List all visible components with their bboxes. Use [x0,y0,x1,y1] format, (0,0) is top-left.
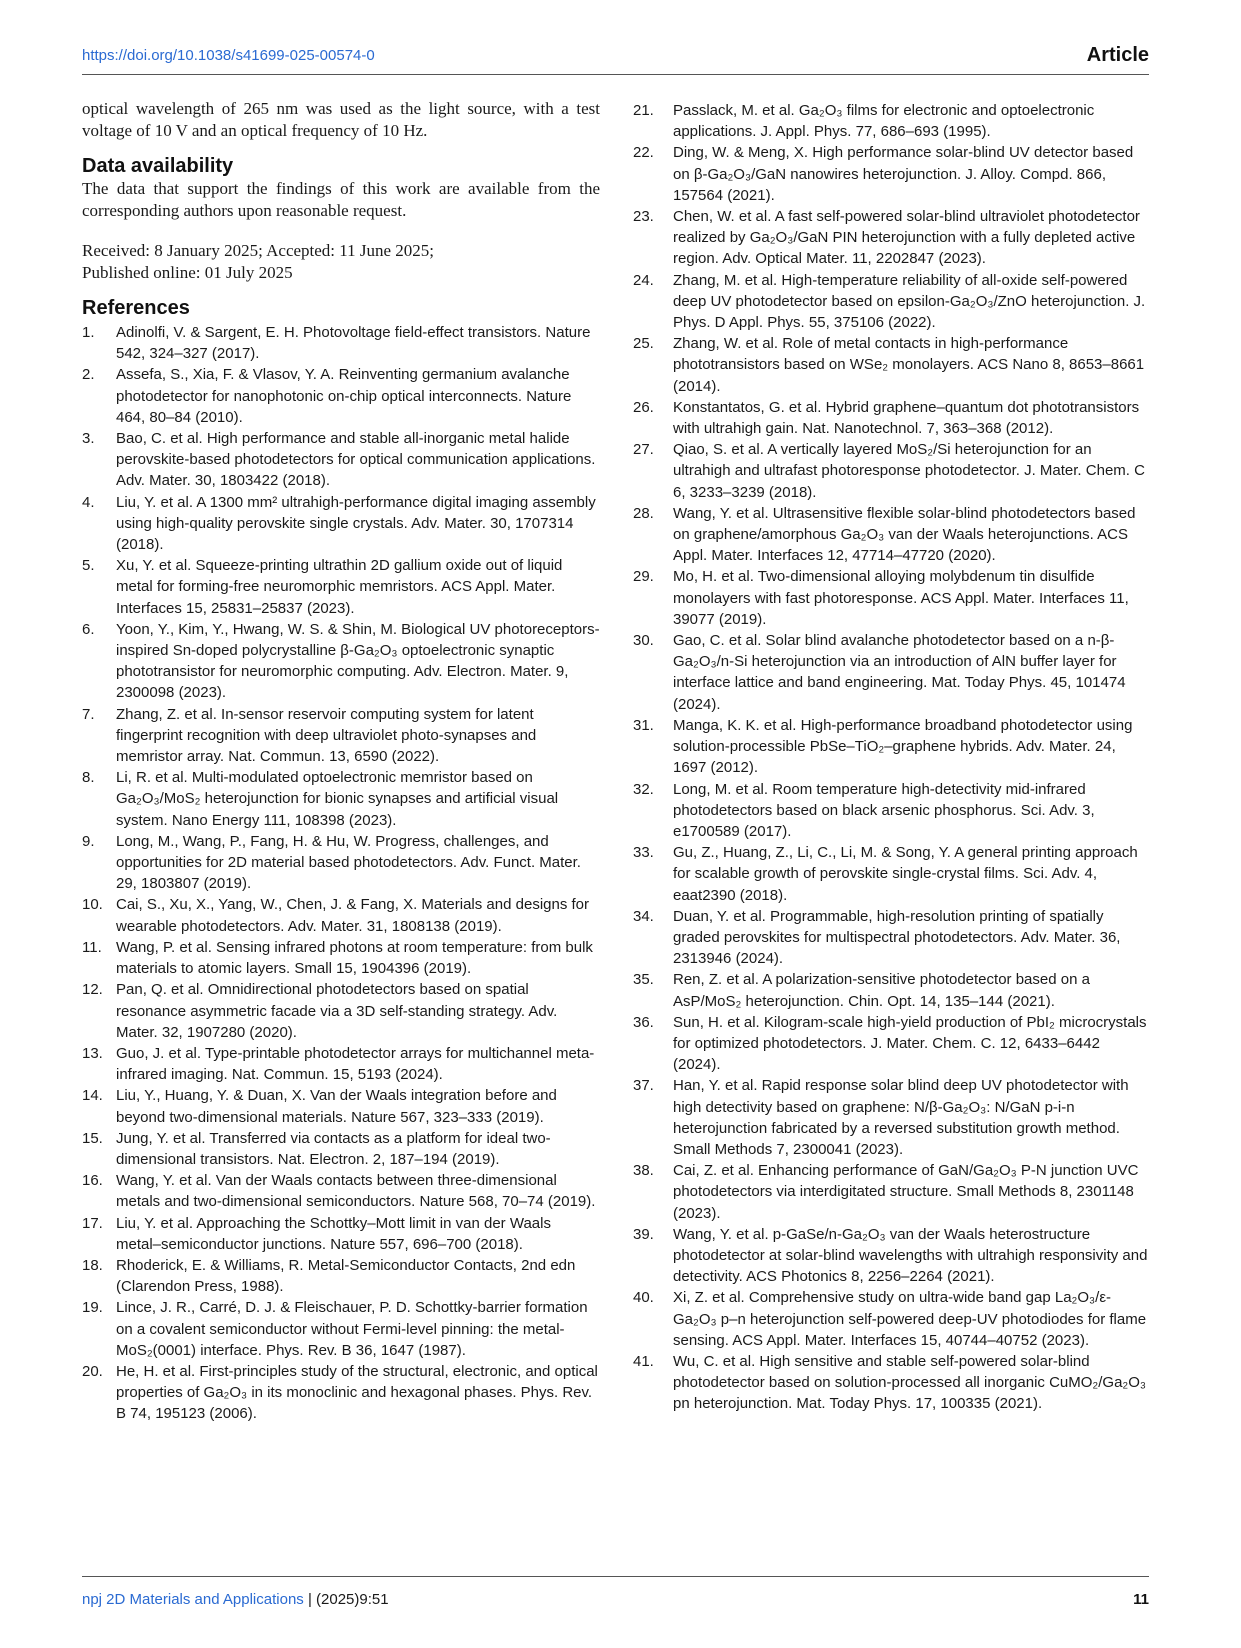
reference-number: 39. [633,1225,654,1243]
reference-text: Qiao, S. et al. A vertically layered MoS₂/Si heterojunction for an ultrahigh and ultrafast photoresponse photodetector. J. Mater. Chem. C 6, 3233–3239 (2018). [673,441,1145,501]
reference-number: 7. [82,705,95,723]
reference-number: 21. [633,102,654,119]
reference-text: Xi, Z. et al. Comprehensive study on ultra-wide band gap La₂O₃/ε-Ga₂O₃ p–n heterojunction self-powered deep-UV photodiodes for flame sensing. ACS Appl. Mater. Interfaces 15, 40744–40752 (2023). [673,1289,1147,1349]
reference-text: Rhoderick, E. & Williams, R. Metal-Semiconductor Contacts, 2nd edn (Clarendon Press, 1988). [116,1256,576,1296]
reference-text: Jung, Y. et al. Transferred via contacts as a platform for ideal two-dimensional transistors. Nat. Electron. 2, 187–194 (2019). [116,1129,551,1168]
reference-item [82,1297,600,1361]
reference-number: 18. [82,1256,103,1274]
reference-item [82,831,600,895]
reference-text: Wang, Y. et al. Van der Waals contacts between three-dimensional metals and two-dimensional semiconductors. Nature 568, 70–74 (2019). [116,1172,596,1211]
reference-text: Adinolfi, V. & Sargent, E. H. Photovoltage field-effect transistors. Nature 542, 324–327 (2017). [116,324,591,363]
reference-text: Han, Y. et al. Rapid response solar blind deep UV photodetector with high detectivity based on graphene: N/β-Ga₂O₃: N/GaN p-i-n heterojunction fabricated by a reversed substitution growth method. Small Methods 7, 2300041 (2023). [673,1077,1129,1158]
reference-item [633,969,1149,1011]
reference-text: Pan, Q. et al. Omnidirectional photodetectors based on spatial resonance asymmetric facade via a 3D self-standing strategy. Adv. Mater. 32, 1907280 (2020). [116,981,558,1041]
reference-number: 28. [633,504,654,522]
reference-item [633,142,1149,206]
reference-item [82,1361,600,1425]
reference-number: 3. [82,430,95,448]
reference-number: 16. [82,1172,103,1190]
reference-item [633,630,1149,715]
reference-text: Long, M. et al. Room temperature high-detectivity mid-infrared photodetectors based on black arsenic phosphorus. Sci. Adv. 3, e1700589 (2017). [673,780,1095,840]
reference-number: 34. [633,907,654,925]
reference-number: 24. [633,271,654,289]
reference-item [633,503,1149,567]
reference-number: 22. [633,144,654,162]
reference-text: Zhang, W. et al. Role of metal contacts in high-performance phototransistors based on WSe₂ monolayers. ACS Nano 8, 8653–8661 (2014). [673,335,1145,395]
reference-number: 15. [82,1129,103,1147]
reference-number: 35. [633,971,654,989]
reference-number: 30. [633,632,654,650]
reference-item [633,1075,1149,1160]
reference-item [82,704,600,768]
reference-number: 14. [82,1087,103,1105]
reference-text: He, H. et al. First-principles study of the structural, electronic, and optical properties of Ga₂O₃ in its monoclinic and hexagonal phases. Phys. Rev. B 74, 195123 (2006). [116,1362,598,1423]
reference-number: 37. [633,1077,654,1095]
reference-text: Xu, Y. et al. Squeeze-printing ultrathin 2D gallium oxide out of liquid metal for forming-free neuromorphic memristors. ACS Appl. Mater. Interfaces 15, 25831–25837 (2023). [116,557,563,617]
reference-number: 1. [82,324,95,341]
article-label: Article [1086,44,1149,66]
reference-item [633,333,1149,397]
published-line: Published online: 01 July 2025 [82,263,293,282]
reference-text: Long, M., Wang, P., Fang, H. & Hu, W. Progress, challenges, and opportunities for 2D material based photodetectors. Adv. Funct. Mater. 29, 1803807 (2019). [116,832,581,893]
reference-item [82,894,600,936]
journal-citation: | (2025)9:51 [303,1591,389,1608]
reference-item [633,715,1149,779]
reference-item [82,364,600,428]
reference-text: Gu, Z., Huang, Z., Li, C., Li, M. & Song, Y. A general printing approach for scalable growth of perovskite single-crystal films. Sci. Adv. 4, eaat2390 (2018). [673,844,1138,904]
reference-item [633,1287,1149,1351]
reference-item [633,270,1149,334]
methods-paragraph: optical wavelength of 265 nm was used as the light source, with a test voltage of 10 V and an optical frequency of 10 Hz. [82,99,600,140]
reference-item [82,1255,600,1297]
reference-number: 17. [82,1214,103,1232]
reference-item [82,428,600,492]
reference-item [633,842,1149,906]
left-column [82,98,600,1425]
reference-item [633,1012,1149,1076]
reference-item [82,1043,600,1085]
reference-number: 29. [633,568,654,586]
references-heading: References [82,297,190,319]
reference-text: Zhang, M. et al. High-temperature reliability of all-oxide self-powered deep UV photodetector based on epsilon-Ga₂O₃/ZnO heterojunction. J. Phys. D Appl. Phys. 55, 375106 (2022). [673,271,1146,332]
reference-item [82,767,600,831]
reference-text: Liu, Y., Huang, Y. & Duan, X. Van der Waals integration before and beyond two-dimensional materials. Nature 567, 323–333 (2019). [116,1087,557,1126]
reference-number: 25. [633,335,654,353]
reference-number: 32. [633,780,654,798]
reference-item [633,1351,1149,1415]
reference-item [633,439,1149,503]
reference-text: Wu, C. et al. High sensitive and stable self-powered solar-blind photodetector based on solution-processed all inorganic CuMO₂/Ga₂O₃ pn heterojunction. Mat. Today Phys. 17, 100335 (2021). [673,1352,1147,1413]
reference-text: Mo, H. et al. Two-dimensional alloying molybdenum tin disulfide monolayers with fast photoresponse. ACS Appl. Mater. Interfaces 11, 39077 (2019). [673,568,1129,628]
reference-text: Liu, Y. et al. A 1300 mm² ultrahigh-performance digital imaging assembly using high-quality perovskite single crystals. Adv. Mater. 30, 1707314 (2018). [116,493,596,554]
reference-number: 10. [82,896,103,914]
reference-text: Wang, Y. et al. Ultrasensitive flexible solar-blind photodetectors based on graphene/amorphous Ga₂O₃ van der Waals heterojunctions. ACS Appl. Mater. Interfaces 12, 47714–47720 (2020). [673,504,1136,565]
reference-number: 6. [82,620,95,638]
reference-number: 8. [82,769,95,787]
reference-item [82,1085,600,1127]
reference-item [82,1170,600,1212]
reference-text: Zhang, Z. et al. In-sensor reservoir computing system for latent fingerprint recognition with deep ultraviolet photo-synapses and memristor array. Nat. Commun. 13, 6590 (2022). [116,705,537,766]
reference-number: 12. [82,981,103,999]
reference-text: Liu, Y. et al. Approaching the Schottky–Mott limit in van der Waals metal–semiconductor junctions. Nature 557, 696–700 (2018). [116,1214,551,1253]
reference-text: Chen, W. et al. A fast self-powered solar-blind ultraviolet photodetector realized by Ga₂O₃/GaN PIN heterojunction with a fully depleted active region. Adv. Optical Mater. 11, 2202847 (2023). [673,208,1140,268]
reference-number: 20. [82,1362,103,1380]
reference-text: Manga, K. K. et al. High-performance broadband photodetector using solution-processible PbSe–TiO₂–graphene hybrids. Adv. Mater. 24, 1697 (2012). [673,716,1133,777]
reference-item [82,979,600,1043]
reference-number: 38. [633,1162,654,1180]
reference-text: Konstantatos, G. et al. Hybrid graphene–quantum dot phototransistors with ultrahigh gain. Nat. Nanotechnol. 7, 363–368 (2012). [673,398,1140,438]
reference-text: Ren, Z. et al. A polarization-sensitive photodetector based on a AsP/MoS₂ heterojunction. Chin. Opt. 14, 135–144 (2021). [673,971,1090,1010]
reference-item [82,1213,600,1255]
reference-item [633,779,1149,843]
reference-item [82,555,600,619]
reference-item [633,100,1149,142]
reference-text: Wang, P. et al. Sensing infrared photons at room temperature: from bulk materials to atomic layers. Small 15, 1904396 (2019). [116,938,593,978]
reference-number: 13. [82,1044,103,1062]
reference-item [82,492,600,556]
reference-number: 33. [633,844,654,862]
doi-link[interactable]: https://doi.org/10.1038/s41699-025-00574-0 [82,47,375,64]
reference-number: 23. [633,208,654,226]
reference-text: Wang, Y. et al. p-GaSe/n-Ga₂O₃ van der Waals heterostructure photodetector at solar-blind wavelengths with ultrahigh responsivity and detectivity. ACS Photonics 8, 2256–2264 (2021). [673,1225,1148,1286]
reference-number: 27. [633,441,654,459]
reference-number: 19. [82,1299,103,1317]
reference-text: Cai, S., Xu, X., Yang, W., Chen, J. & Fang, X. Materials and designs for wearable photodetectors. Adv. Mater. 31, 1808138 (2019). [116,896,590,935]
reference-text: Bao, C. et al. High performance and stable all-inorganic metal halide perovskite-based photodetectors for optical communication applications. Adv. Mater. 30, 1803422 (2018). [116,430,596,490]
reference-text: Duan, Y. et al. Programmable, high-resolution printing of spatially graded perovskites for multispectral photodetectors. Adv. Mater. 36, 2313946 (2024). [673,907,1121,968]
publication-dates [82,240,600,284]
reference-text: Guo, J. et al. Type-printable photodetector arrays for multichannel meta-infrared imaging. Nat. Commun. 15, 5193 (2024). [116,1044,595,1084]
reference-text: Yoon, Y., Kim, Y., Hwang, W. S. & Shin, M. Biological UV photoreceptors-inspired Sn-doped polycrystalline β-Ga₂O₃ optoelectronic synaptic phototransistor for neuromorphic computing. Adv. Electron. Mater. 9, 2300098 (2023). [116,620,600,702]
reference-number: 2. [82,366,95,384]
reference-text: Gao, C. et al. Solar blind avalanche photodetector based on a n-β-Ga₂O₃/n-Si heterojunction via an introduction of AlN buffer layer for interface lattice and band engineering. Mat. Today Phys. 45, 101474 (2024). [673,632,1126,713]
reference-item [633,1160,1149,1224]
page-number: 11 [1133,1591,1149,1608]
reference-item [82,937,600,979]
reference-item [633,566,1149,630]
data-availability-text: The data that support the findings of this work are available from the corresponding authors upon reasonable request. [82,179,600,220]
reference-number: 4. [82,493,95,511]
reference-text: Li, R. et al. Multi-modulated optoelectronic memristor based on Ga₂O₃/MoS₂ heterojunction for bionic synapses and artificial visual system. Nano Energy 111, 108398 (2023). [116,769,559,829]
reference-text: Sun, H. et al. Kilogram-scale high-yield production of PbI₂ microcrystals for optimized photodetectors. J. Mater. Chem. C. 12, 6433–6442 (2024). [673,1013,1147,1074]
reference-text: Assefa, S., Xia, F. & Vlasov, Y. A. Reinventing germanium avalanche photodetector for nanophotonic on-chip optical interconnects. Nature 464, 80–84 (2010). [116,366,572,426]
reference-number: 31. [633,716,654,734]
received-accepted-line: Received: 8 January 2025; Accepted: 11 June 2025; [82,241,435,260]
reference-item [82,1128,600,1170]
references-list-left [82,322,600,1425]
reference-item [82,322,600,364]
reference-number: 40. [633,1289,654,1307]
journal-name[interactable] [82,1591,389,1608]
reference-number: 26. [633,398,654,416]
reference-number: 11. [82,938,102,956]
reference-number: 41. [633,1352,654,1370]
reference-item [633,906,1149,970]
reference-text: Ding, W. & Meng, X. High performance solar-blind UV detector based on β-Ga₂O₃/GaN nanowires heterojunction. J. Alloy. Compd. 866, 157564 (2021). [673,144,1134,204]
reference-number: 5. [82,557,95,575]
data-availability-heading: Data availability [82,155,234,177]
reference-text: Lince, J. R., Carré, D. J. & Fleischauer, P. D. Schottky-barrier formation on a covalent semiconductor without Fermi-level pinning: the metal-MoS₂(0001) interface. Phys. Rev. B 36, 1647 (1987). [116,1299,588,1359]
reference-item [82,619,600,704]
page-header [82,44,1149,75]
reference-number: 36. [633,1013,654,1031]
reference-item [633,1224,1149,1288]
journal-title: npj 2D Materials and Applications [82,1591,304,1608]
references-list-right [633,100,1149,1415]
page-footer [82,1576,1149,1607]
reference-item [633,397,1149,439]
right-column [633,98,1149,1415]
reference-number: 9. [82,832,95,850]
reference-text: Passlack, M. et al. Ga₂O₃ films for electronic and optoelectronic applications. J. Appl. Phys. 77, 686–693 (1995). [673,102,1095,141]
reference-item [633,206,1149,270]
reference-text: Cai, Z. et al. Enhancing performance of GaN/Ga₂O₃ P-N junction UVC photodetectors via interdigitated structure. Small Methods 8, 2301148 (2023). [673,1162,1139,1222]
